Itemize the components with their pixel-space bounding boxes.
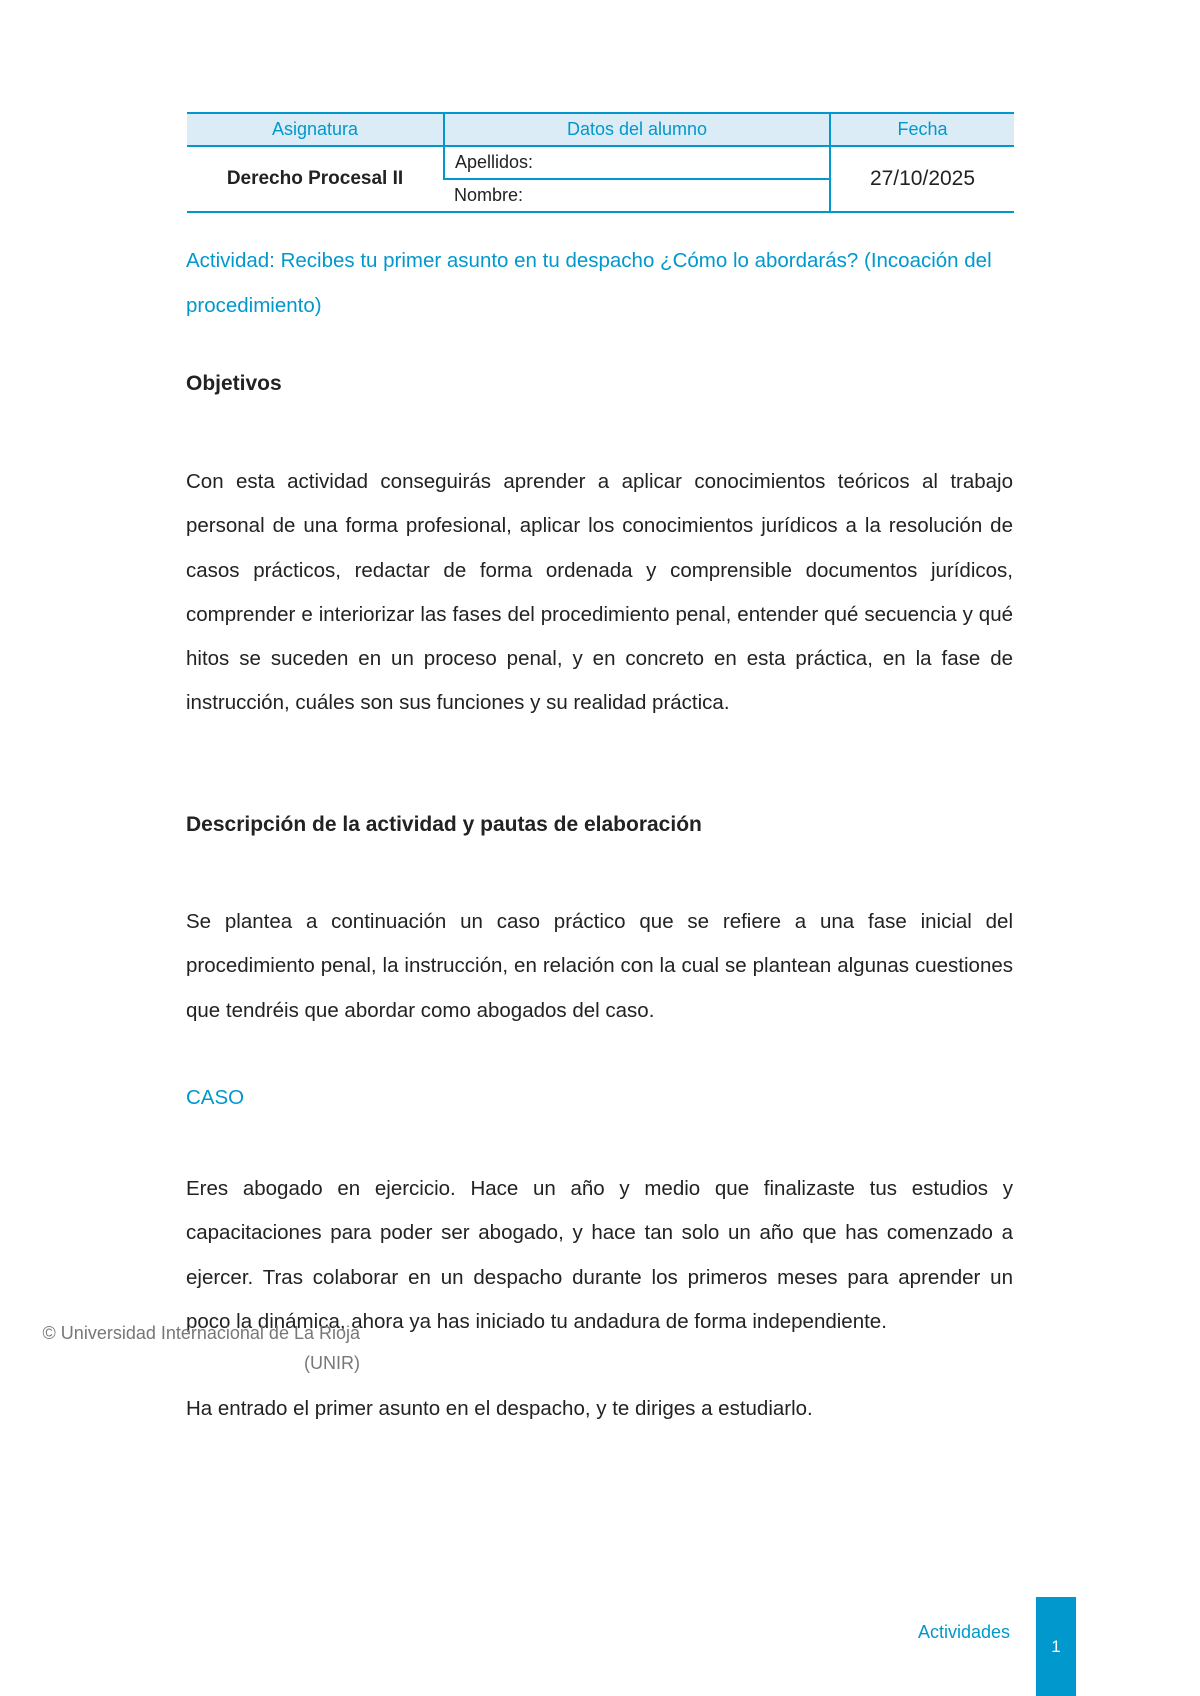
objetivos-paragraph: Con esta actividad conseguirás aprender a aplicar conocimientos teóricos al trabajo personal de una forma profesional, aplicar los conocimientos jurídicos a la resolución de casos prácticos, redactar de forma ordenada y comprensible documentos jurídicos, comprender e interiorizar las fases del procedimiento penal, entender qué secuencia y qué hitos se suceden en un proceso penal, y en concreto en esta práctica, en la fase de instrucción, cuáles son sus funciones y su realidad práctica. (186, 470, 1013, 715)
caso-heading: CASO (186, 1086, 245, 1109)
subject-cell: Derecho Procesal II (187, 146, 444, 212)
descripcion-heading: Descripción de la actividad y pautas de elaboración (186, 813, 702, 836)
date-cell: 27/10/2025 (830, 146, 1014, 212)
header-table (187, 112, 1014, 213)
copyright-watermark: © Universidad Internacional de La Rioja (UNIR) (42, 1323, 360, 1373)
footer-section-label: Actividades (918, 1622, 1011, 1642)
page-number: 1 (1051, 1636, 1061, 1656)
surname-field[interactable]: Apellidos: (444, 146, 830, 179)
name-field[interactable]: Nombre: (444, 179, 830, 212)
col-header-fecha: Fecha (830, 113, 1014, 146)
col-header-asignatura: Asignatura (187, 113, 444, 146)
page-number-box (1036, 1597, 1076, 1696)
col-header-datos-alumno: Datos del alumno (444, 113, 830, 146)
descripcion-paragraph: Se plantea a continuación un caso práctico que se refiere a una fase inicial del procedimiento penal, la instrucción, en relación con la cual se plantean algunas cuestiones que tendréis que abordar como abogados del caso. (186, 910, 1013, 1022)
caso-paragraph-1: Eres abogado en ejercicio. Hace un año y medio que finalizaste tus estudios y capacitaciones para poder ser abogado, y hace tan solo un año que has comenzado a ejercer. Tras colaborar en un despacho durante los primeros meses para aprender un poco la dinámica, ahora ya has iniciado tu andadura de forma independiente. (186, 1177, 1013, 1333)
caso-paragraph-2: Ha entrado el primer asunto en el despacho, y te diriges a estudiarlo. (186, 1397, 813, 1420)
objetivos-heading: Objetivos (186, 372, 282, 395)
activity-title: Actividad: Recibes tu primer asunto en tu despacho ¿Cómo lo abordarás? (Incoación del procedimiento) (186, 249, 992, 317)
